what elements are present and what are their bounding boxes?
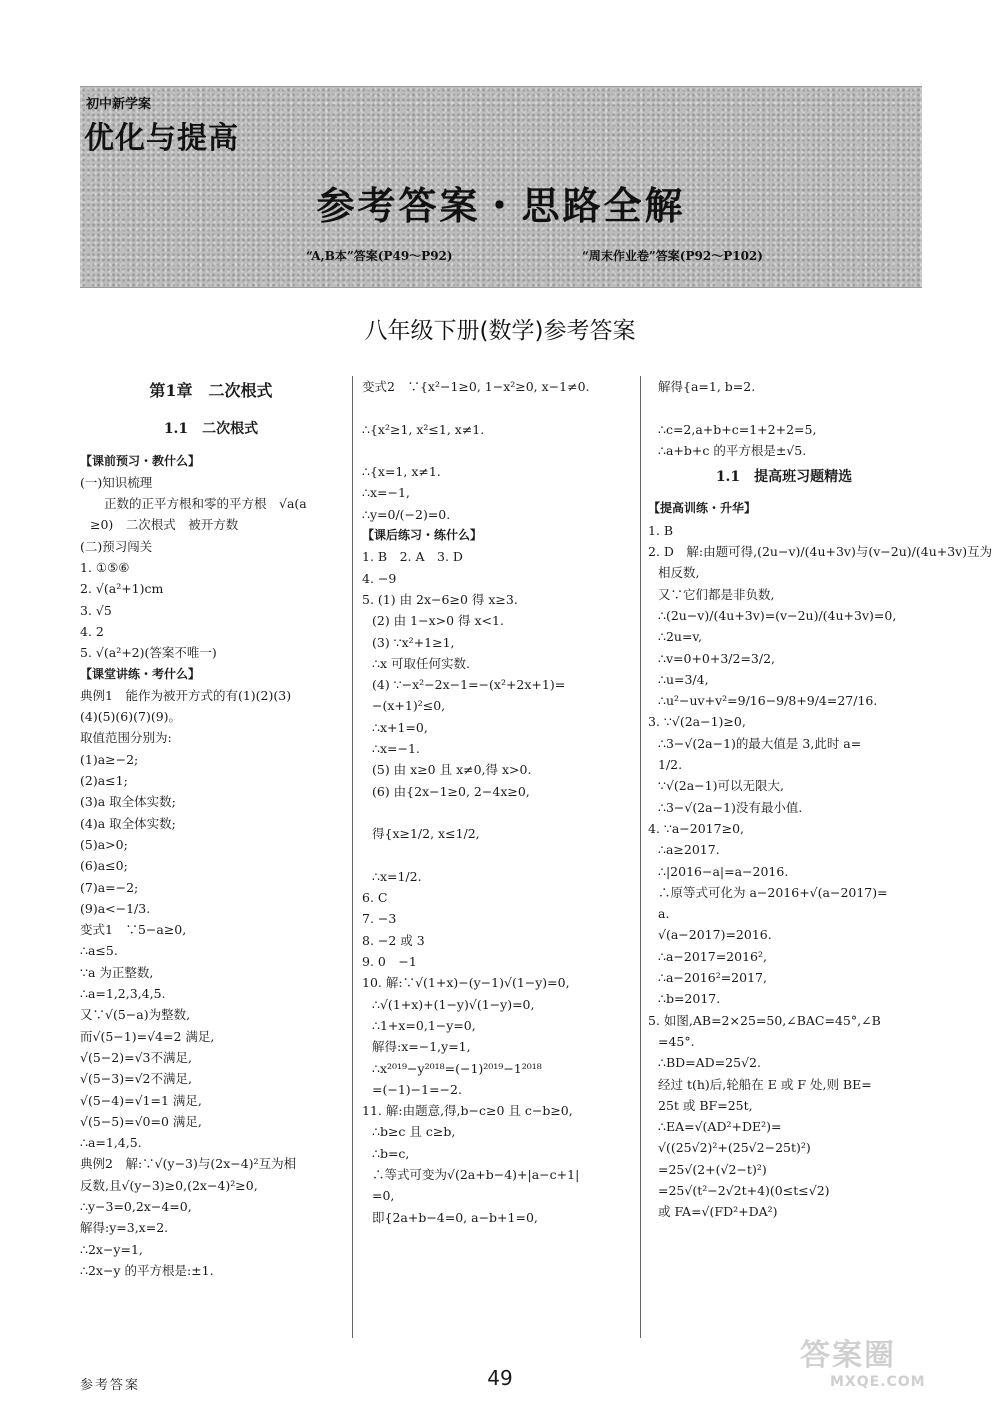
text-line: 【课前预习・教什么】	[80, 453, 201, 468]
text-line: ∴√(1+x)+(1−y)√(1−y)=0,	[372, 996, 535, 1012]
text-line: ∴x=−1,	[362, 485, 410, 501]
text-line: 典例1 能作为被开方式的有(1)(2)(3)	[80, 687, 292, 703]
text-line: 1. ①⑤⑥	[80, 560, 130, 576]
text-line: 解得:x=−1,y=1,	[372, 1039, 471, 1055]
text-column-middle	[362, 376, 632, 1228]
text-line: ∴2x−y 的平方根是:±1.	[80, 1262, 214, 1278]
text-line: 3. ∵√(2a−1)≥0,	[648, 714, 746, 730]
text-line: ∴u=3/4,	[658, 671, 709, 687]
text-line: (4)a 取全体实数;	[80, 815, 176, 831]
text-line	[362, 845, 632, 866]
text-line: 相反数,	[658, 565, 700, 581]
page-number: 49	[487, 1366, 513, 1390]
text-line: 即{2a+b−4=0, a−b+1=0,	[372, 1209, 538, 1225]
text-column-right	[648, 376, 993, 1223]
watermark-url: MXQE.COM	[830, 1374, 926, 1390]
text-line: 经过 t(h)后,轮船在 E 或 F 处,则 BE=	[658, 1076, 872, 1092]
text-line: 或 FA=√(FD²+DA²)	[658, 1204, 778, 1220]
text-line: 【课堂讲练・考什么】	[80, 666, 201, 681]
text-line: ∴2u=v,	[658, 629, 702, 645]
text-line: 4. ∵a−2017≥0,	[648, 820, 744, 836]
text-line	[362, 397, 632, 418]
text-line: 反数,且√(y−3)≥0,(2x−4)²≥0,	[80, 1177, 258, 1193]
text-line: ∴{x²≥1, x²≤1, x≠1.	[362, 421, 485, 437]
text-line: 又∵√(5−a)为整数,	[80, 1007, 191, 1023]
text-line: ∴x 可取任何实数.	[372, 655, 470, 671]
text-line: 1.1 提高班习题精选	[715, 469, 853, 486]
text-line: 3. √5	[80, 602, 112, 618]
text-line: (2)a≤1;	[80, 773, 128, 789]
text-line: (7)a=−2;	[80, 879, 139, 895]
text-line: √(5−4)=√1=1 满足,	[80, 1092, 202, 1108]
text-line: ∴原等式可化为 a−2016+√(a−2017)=	[658, 884, 888, 900]
text-line: (6) 由{2x−1≥0, 2−4x≥0,	[372, 783, 530, 799]
text-line: (二)预习闯关	[80, 538, 153, 554]
banner-subtitle-left: “A,B本”答案(P49～P92)	[306, 249, 453, 263]
text-line: =25√(t²−2√2t+4)(0≤t≤√2)	[658, 1182, 830, 1198]
text-line: ∵a 为正整数,	[80, 964, 154, 980]
brand-small: 初中新学案	[86, 97, 152, 112]
text-line: 9. 0 −1	[362, 954, 417, 970]
text-line: ∴a=1,4,5.	[80, 1135, 142, 1151]
text-line: ∴b≥c 且 c≥b,	[372, 1124, 456, 1140]
text-line: 4. −9	[362, 570, 397, 586]
text-line: =0,	[372, 1188, 395, 1204]
text-line: ∴等式可变为√(2a+b−4)+|a−c+1|	[372, 1166, 580, 1182]
text-line: (5)a>0;	[80, 836, 128, 852]
text-line: 得{x≥1/2, x≤1/2,	[372, 826, 480, 842]
text-line: ∴(2u−v)/(4u+3v)=(v−2u)/(4u+3v)=0,	[658, 607, 897, 623]
text-line: 5. (1) 由 2x−6≥0 得 x≥3.	[362, 591, 518, 607]
text-line	[362, 802, 632, 823]
text-line: 4. 2	[80, 623, 104, 639]
text-line: 而√(5−1)=√4=2 满足,	[80, 1028, 215, 1044]
text-line: 8. −2 或 3	[362, 932, 425, 948]
text-line: 5. 如图,AB=2×25=50,∠BAC=45°,∠B	[648, 1012, 881, 1028]
text-line: (4)(5)(6)(7)(9)。	[80, 709, 182, 725]
text-line: ∴{x=1, x≠1.	[362, 464, 441, 480]
text-line: (3)a 取全体实数;	[80, 794, 176, 810]
text-line: ∵√(2a−1)可以无限大,	[658, 778, 784, 794]
text-line: 5. √(a²+2)(答案不唯一)	[80, 645, 217, 661]
text-line: ∴EA=√(AD²+DE²)=	[658, 1119, 782, 1135]
watermark-text: 答案圈	[800, 1338, 896, 1373]
text-line: ∴y=0/(−2)=0.	[362, 506, 451, 522]
text-line: (1)a≥−2;	[80, 751, 139, 767]
text-line: 正数的正平方根和零的平方根 √a(a	[104, 496, 307, 512]
text-line: ∴x=−1.	[372, 741, 420, 757]
text-line: (2) 由 1−x>0 得 x<1.	[372, 613, 504, 629]
text-line: ∴a−2017=2016²,	[658, 948, 767, 964]
text-line: ∴c=2,a+b+c=1+2+2=5,	[658, 421, 817, 437]
text-line: 又∵它们都是非负数,	[658, 586, 775, 602]
text-line: 2. D 解:由题可得,(2u−v)/(4u+3v)与(v−2u)/(4u+3v)互为	[648, 544, 993, 560]
footer-label: 参考答案	[80, 1378, 141, 1393]
text-line: 10. 解:∵√(1+x)−(y−1)√(1−y)=0,	[362, 975, 570, 991]
text-line: 典例2 解:∵√(y−3)与(2x−4)²互为相	[80, 1156, 297, 1172]
text-line: √(5−5)=√0=0 满足,	[80, 1113, 202, 1129]
text-line: 2. √(a²+1)cm	[80, 581, 164, 597]
text-line: (5) 由 x≥0 且 x≠0,得 x>0.	[372, 762, 532, 778]
brand-title: 优化与提高	[84, 121, 239, 156]
text-line: ∴BD=AD=25√2.	[658, 1055, 761, 1071]
text-line: =25√(2+(√2−t)²)	[658, 1161, 767, 1177]
text-line: ∴y−3=0,2x−4=0,	[80, 1198, 192, 1214]
watermark-logo	[800, 1330, 980, 1400]
banner-title: 参考答案・思路全解	[316, 184, 686, 228]
text-line: 取值范围分别为:	[80, 730, 172, 746]
text-line: (6)a≤0;	[80, 858, 128, 874]
text-line: ∴x+1=0,	[372, 719, 428, 735]
text-line: 【课后练习・练什么】	[362, 528, 483, 543]
text-line: =(−1)−1=−2.	[372, 1081, 462, 1097]
text-line	[362, 440, 632, 461]
text-line: ∴2x−y=1,	[80, 1241, 143, 1257]
text-line: 7. −3	[362, 911, 397, 927]
text-line: (3) ∵x²+1≥1,	[372, 634, 455, 650]
text-line	[648, 397, 920, 418]
text-line: 1. B 2. A 3. D	[362, 549, 463, 565]
text-line: √((25√2)²+(25√2−25t)²)	[658, 1140, 811, 1156]
text-line: (一)知识梳理	[80, 474, 153, 490]
header-banner	[80, 86, 922, 288]
text-line: 1.1 二次根式	[163, 421, 259, 438]
text-line: −(x+1)²≤0,	[372, 698, 446, 714]
text-line: 变式2 ∵{x²−1≥0, 1−x²≥0, x−1≠0.	[362, 379, 590, 394]
text-line: ∴b=c,	[372, 1145, 410, 1161]
text-line: 6. C	[362, 890, 388, 906]
text-line: ∴a+b+c 的平方根是±√5.	[658, 442, 807, 458]
text-line: √(5−3)=√2不满足,	[80, 1071, 192, 1087]
column-divider	[352, 376, 353, 1338]
banner-subtitle-right: “周末作业卷”答案(P92～P102)	[582, 249, 763, 263]
text-line: ∴1+x=0,1−y=0,	[372, 1017, 476, 1033]
text-line: =45°.	[658, 1033, 695, 1049]
text-line: ∴x=1/2.	[372, 868, 422, 884]
text-line: 25t 或 BF=25t,	[658, 1097, 753, 1113]
text-line: 解得{a=1, b=2.	[658, 379, 756, 394]
text-line: ∴|2016−a|=a−2016.	[658, 863, 789, 879]
text-line: ∴3−√(2a−1)的最大值是 3,此时 a=	[658, 735, 862, 751]
text-line: (4) ∵−x²−2x−1=−(x²+2x+1)=	[372, 677, 566, 693]
text-line: √(5−2)=√3不满足,	[80, 1049, 192, 1065]
page-title: 八年级下册(数学)参考答案	[364, 318, 636, 344]
text-line: ∴a−2016²=2017,	[658, 970, 767, 986]
text-line: a.	[658, 906, 670, 922]
text-line: ∴a≤5.	[80, 943, 118, 959]
text-line: ∴3−√(2a−1)没有最小值.	[658, 799, 803, 815]
text-column-left	[80, 376, 342, 1281]
text-line: 第1章 二次根式	[149, 381, 273, 400]
text-line: 【提高训练・升华】	[648, 501, 757, 516]
column-divider	[640, 376, 641, 1338]
text-line: 11. 解:由题意,得,b−c≥0 且 c−b≥0,	[362, 1103, 573, 1119]
text-line: ∴u²−uv+v²=9/16−9/8+9/4=27/16.	[658, 693, 878, 709]
text-line: ∴a=1,2,3,4,5.	[80, 986, 166, 1002]
text-line: 变式1 ∵5−a≥0,	[80, 922, 187, 938]
text-line: √(a−2017)=2016.	[658, 927, 772, 943]
text-line: (9)a<−1/3.	[80, 900, 151, 916]
text-line: ∴b=2017.	[658, 991, 721, 1007]
text-line: ≥0) 二次根式 被开方数	[90, 517, 239, 533]
text-line: 1/2.	[658, 757, 683, 773]
text-line: ∴v=0+0+3/2=3/2,	[658, 650, 776, 666]
text-line: ∴x²⁰¹⁹−y²⁰¹⁸=(−1)²⁰¹⁹−1²⁰¹⁸	[372, 1060, 542, 1076]
text-line: 1. B	[648, 522, 674, 538]
text-line: 解得:y=3,x=2.	[80, 1220, 169, 1236]
text-line: ∴a≥2017.	[658, 842, 720, 858]
